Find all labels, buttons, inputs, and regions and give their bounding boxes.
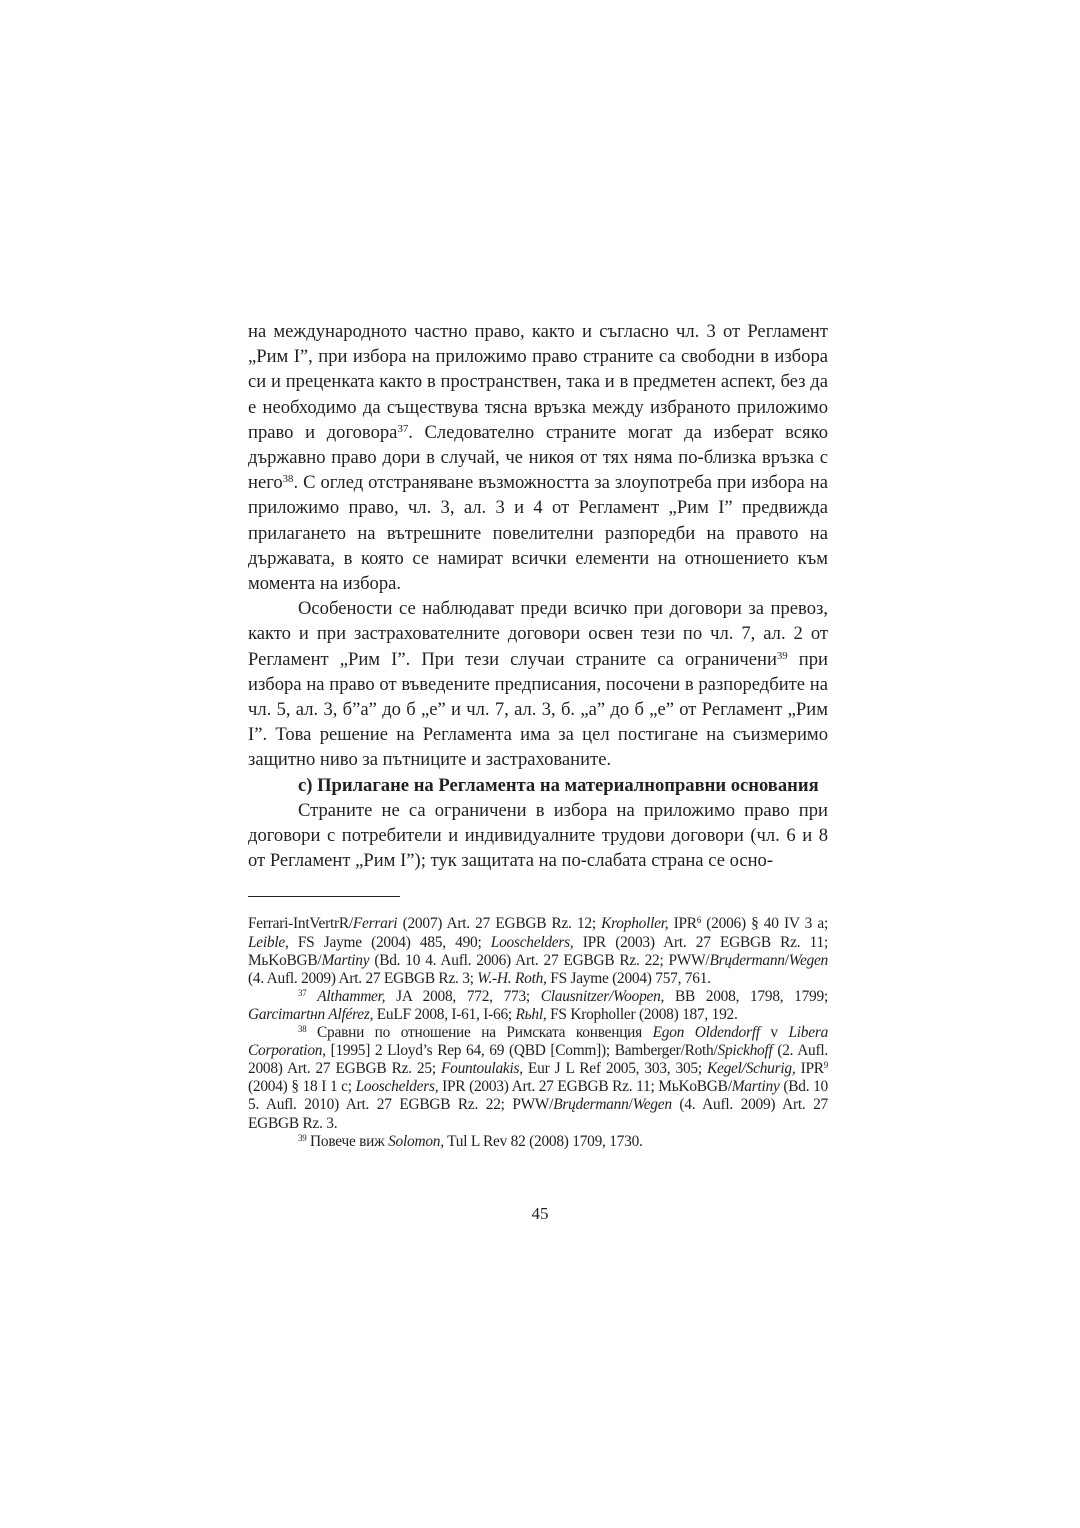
footnote-ref[interactable]: 39	[776, 649, 788, 662]
section-heading: c) Прилагане на Регламента на материалноправни основания	[298, 774, 819, 796]
text-run: при избора на право от въведените предписания, посочени в разпоредбите на чл. 5, ал. 3, б”а” до б „е” и чл. 7, ал. 3, б. „а” до б „е” от Регламент „Рим I”. Това решение на Регламента има за цел постигане на съизмеримо защитно ниво за пътниците и застрахованите.	[248, 648, 828, 771]
text-run: Особености се наблюдават преди всичко при договори за превоз, както и при застрахователните договори освен тези по чл. 7, ал. 2 от Регламент „Рим I”. При тези случаи страните са ограничени	[248, 598, 828, 670]
footnote-39: $^{39}$ Повече виж Solomon, Tul L Rev 82 (2008) 1709, 1730.	[298, 1132, 643, 1150]
footnote-number: 39	[298, 1132, 307, 1143]
text-run: . С оглед отстраняване възможността за злоупотреба при избора на приложимо право, чл. 3, ал. 3 и 4 от Регламент „Рим I” предвижда прилагането на вътрешните повелителни разпоредби на правото на държавата, в която се намират всички елементи на отношението към момента на избора.	[248, 472, 828, 595]
footnote-38: $^{38}$ Сравни по отношение на Римската конвенция Egon Oldendorff v Libera Corporation, [1995] 2 Lloyd’s Rep 64, 69 (QBD [Comm]); Bamberger/Roth/Spickhoff (2. Aufl. 2008) Art. 27 EGBGB Rz. 25; Fountoulakis, Eur J L Ref 2005, 303, 305; Kegel/Schurig, IPR$^9$ (2004) § 18 I 1 c; Looschelders, IPR (2003) Art. 27 EGBGB Rz. 11; MьKoBGB/Martiny (Bd. 10 5. Aufl. 2010) Art. 27 EGBGB Rz. 22; PWW/Brųdermann/Wegen (4. Aufl. 2009) Art. 27 EGBGB Rz. 3.	[248, 1024, 829, 1132]
text-run: на международното частно право, както и съгласно чл. 3 от Регламент „Рим I”, при избора на приложимо право страните са свободни в избора си и преценката както в пространствен, така и в предметен аспект, без да е необходимо да съществува тясна връзка между избраното приложимо право и договора	[248, 321, 828, 443]
footnote-ref[interactable]: 37	[397, 422, 409, 435]
footnote-number: 38	[298, 1024, 307, 1035]
paragraph-2	[248, 596, 828, 772]
paragraph-3: Страните не са ограничени в избора на приложимо право при договори с потребители и индивидуалните трудови договори (чл. 6 и 8 от Регламент „Рим I”); тук защитата на по-слабата страна се осно-	[248, 799, 828, 872]
footnote-number: 37	[298, 987, 307, 998]
footnote-continued: Ferrari-IntVertrR/Ferrari (2007) Art. 27 EGBGB Rz. 12; Kropholler, IPR$^6$ (2006) § 40 IV 3 a; Leible, FS Jayme (2004) 485, 490; Looschelders, IPR (2003) Art. 27 EGBGB Rz. 11; MьKoBGB/Martiny (Bd. 10 4. Aufl. 2006) Art. 27 EGBGB Rz. 22; PWW/Brųdermann/Wegen (4. Aufl. 2009) Art. 27 EGBGB Rz. 3; W.-H. Roth, FS Jayme (2004) 757, 761.	[248, 915, 828, 987]
page-number: 45	[531, 1204, 549, 1223]
text-run: . Следователно страните могат да изберат всяко държавно право дори в случай, че никоя от тях няма по-близка връзка с него	[248, 421, 828, 494]
paragraph-1	[248, 319, 828, 596]
page-body	[248, 319, 828, 1151]
footnote-37: $^{37}$ Althammer, JA 2008, 772, 773; Clausnitzer/Woopen, BB 2008, 1798, 1799; Garcimartнn Alférez, EuLF 2008, I-61, I-66; Rьhl, FS Kropholler (2008) 187, 192.	[248, 987, 828, 1023]
footnote-ref[interactable]: 38	[282, 473, 294, 486]
footnote-divider	[248, 896, 400, 897]
